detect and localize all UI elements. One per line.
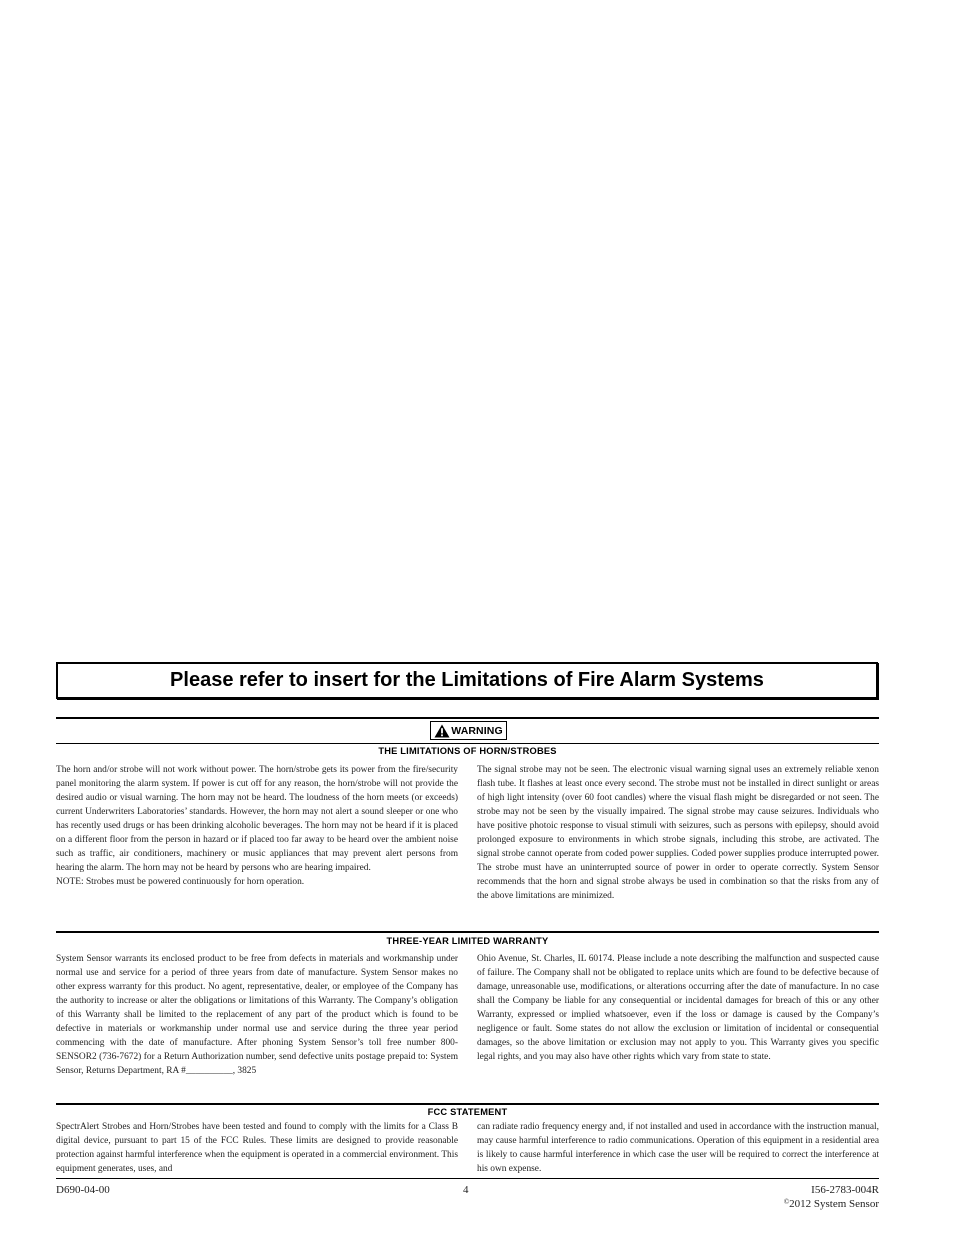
warranty-right-paragraph: Ohio Avenue, St. Charles, IL 60174. Please include a note describing the malfunction and suspected cause of failure. The Company shall not be obligated to replace units which are found to be defective because of damage, unreasonable use, modifications, or alterations occurring after the date of manufacture. In no case shall the Company be liable for any consequential or incidental damages for breach of this or any other Warranty, expressed or implied whatsoever, even if the loss or damage is caused by the Company’s negligence or fault. Some states do not allow the exclusion or limitation of incidental or consequential damages, so the above limitation or exclusion may not apply to you. This Warranty gives you specific legal rights, and you may also have other rights which vary from state to state. xyxy=(477,954,879,1062)
warranty-title: THREE-YEAR LIMITED WARRANTY xyxy=(386,936,549,946)
warranty-left-paragraph: System Sensor warrants its enclosed product to be free from defects in materials and workmanship under normal use and service for a period of three years from date of manufacture. System Sensor makes no other express warranty for this product. No agent, representative, dealer, or employee of the Company has the authority to increase or alter the obligations or limitations of this Warranty. The Company’s obligation of this Warranty shall be limited to the replacement of any part of the product which is found to be defective in materials or workmanship under normal use and service during the three year period commencing with the date of manufacture. After phoning System Sensor’s toll free number 800-SENSOR2 (736-7672) for a Return Authorization number, send defective units postage prepaid to: System Sensor, Returns Department, RA #__________, 3825 xyxy=(56,954,458,1076)
strobe-power-note: NOTE: Strobes must be powered continuously for horn operation. xyxy=(56,877,305,887)
horn-limitations-paragraph: The horn and/or strobe will not work without power. The horn/strobe gets its power from the fire/security panel monitoring the alarm system. If power is cut off for any reason, the horn/strobe will not provide the desired audio or visual warning. The horn may not be heard. The loudness of the horn meets (or exceeds) current Underwriters Laboratories’ standards. However, the horn may not alert a sound sleeper or one who has recently used drugs or has been drinking alcoholic beverages. The horn may not be heard if it is placed on a different floor from the person in hazard or if placed too far away to be heard over the ambient noise such as traffic, air conditioners, machinery or music appliances that may prevent alert persons from hearing the alarm. The horn may not be heard by persons who are hearing impaired. xyxy=(56,765,458,873)
copyright xyxy=(784,1197,879,1211)
warranty-right-text xyxy=(477,952,879,1064)
strobe-limitations-text xyxy=(477,763,879,903)
strobe-limitations-paragraph: The signal strobe may not be seen. The electronic visual warning signal uses an extremely reliable xenon flash tube. It flashes at least once every second. The strobe must not be installed in direct sunlight or areas of high light intensity (over 60 foot candles) where the visual flash might be disregarded or not seen. The strobe may not be seen by the visually impaired. The signal strobe may cause seizures. Individuals who have positive photoic response to visual stimuli with seizures, such as persons with epilepsy, should avoid prolonged exposure to environments in which strobe signals, including this strobe, are activated. The signal strobe cannot operate from coded power supplies. Coded power supplies produce interrupted power. The strobe must have an uninterrupted source of power in order to operate correctly. System Sensor recommends that the horn and signal strobe always be used in combination so that the risks from any of the above limitations are minimized. xyxy=(477,765,879,901)
part-number: I56-2783-004R xyxy=(811,1184,879,1196)
fcc-right-paragraph: can radiate radio frequency energy and, if not installed and used in accordance with the instruction manual, may cause harmful interference to radio communications. Operation of this equipment in a residential area is likely to cause harmful interference in which case the user will be required to correct the interference at his own expense. xyxy=(477,1122,879,1174)
fcc-left-paragraph: SpectrAlert Strobes and Horn/Strobes have been tested and found to comply with the limits for a Class B digital device, pursuant to part 15 of the FCC Rules. These limits are designed to provide reasonable protection against harmful interference when the equipment is operated in a commercial environment. This equipment generates, uses, and xyxy=(56,1122,458,1174)
divider xyxy=(56,1178,879,1179)
horn-limitations-text xyxy=(56,763,458,889)
doc-number: D690-04-00 xyxy=(56,1184,110,1196)
fcc-left-text xyxy=(56,1120,458,1176)
banner-title: Please refer to insert for the Limitations of Fire Alarm Systems xyxy=(170,669,764,691)
warning-badge-label: WARNING xyxy=(451,724,503,737)
horn-strobe-limitations-title: THE LIMITATIONS OF HORN/STROBES xyxy=(378,746,557,756)
divider xyxy=(56,717,879,719)
divider xyxy=(56,743,879,744)
fcc-right-text xyxy=(477,1120,879,1176)
copyright-symbol: © xyxy=(783,1198,790,1206)
warning-badge xyxy=(430,721,507,740)
warranty-left-text xyxy=(56,952,458,1078)
copyright-text: 2012 System Sensor xyxy=(789,1198,879,1210)
fcc-title: FCC STATEMENT xyxy=(427,1107,508,1117)
warning-triangle-icon xyxy=(434,724,450,738)
limitations-banner xyxy=(56,662,878,699)
divider xyxy=(56,931,879,933)
page-number: 4 xyxy=(463,1184,469,1196)
divider xyxy=(56,1103,879,1105)
